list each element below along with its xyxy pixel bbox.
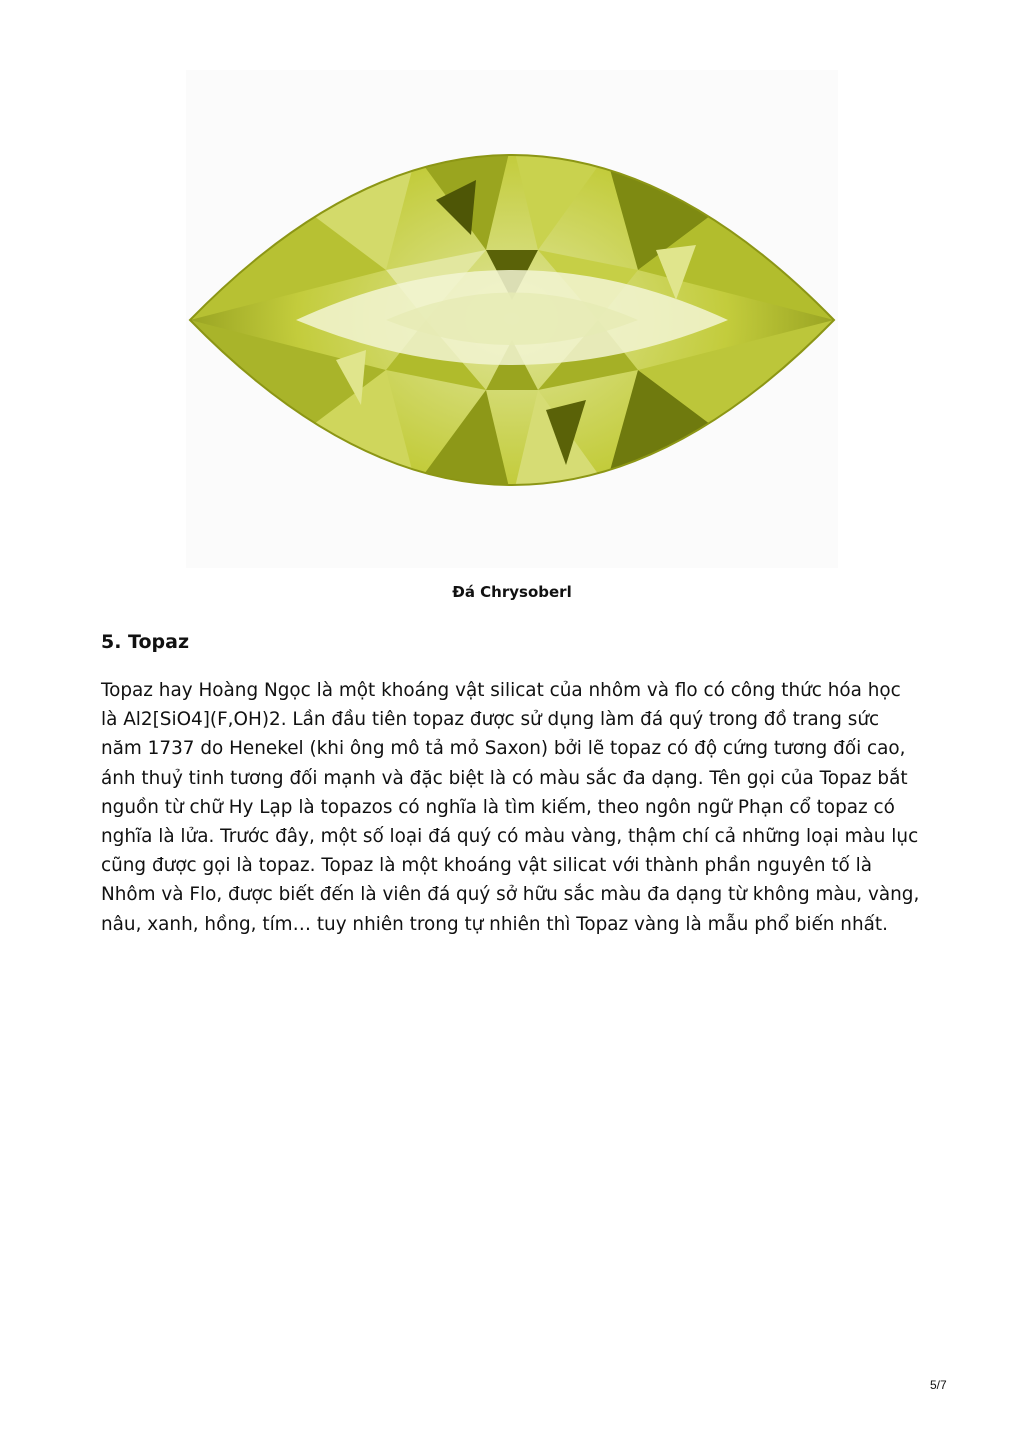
gemstone-image (186, 70, 838, 568)
figure-caption: Đá Chrysoberl (452, 583, 572, 601)
section-paragraph: Topaz hay Hoàng Ngọc là một khoáng vật silicat của nhôm và flo có công thức hóa học là Al2[SiO4](F,OH)2. Lần đầu tiên topaz được sử dụng làm đá quý trong đồ trang sức năm 1737 do Henekel (khi ông mô tả mỏ Saxon) bởi lẽ topaz có độ cứng tương đối cao, ánh thuỷ tinh tương đối mạnh và đặc biệt là có màu sắc đa dạng. Tên gọi của Topaz bắt nguồn từ chữ Hy Lạp là topazos có nghĩa là tìm kiếm, theo ngôn ngữ Phạn cổ topaz có nghĩa là lửa. Trước đây, một số loại đá quý có màu vàng, thậm chí cả những loại màu lục cũng được gọi là topaz. Topaz là một khoáng vật silicat với thành phần nguyên tố là Nhôm và Flo, được biết đến là viên đá quý sở hữu sắc màu đa dạng từ không màu, vàng, nâu, xanh, hồng, tím… tuy nhiên trong tự nhiên thì Topaz vàng là mẫu phổ biến nhất. (101, 680, 920, 935)
page-number: 5/7 (930, 1378, 947, 1392)
section-heading: 5. Topaz (101, 631, 190, 653)
